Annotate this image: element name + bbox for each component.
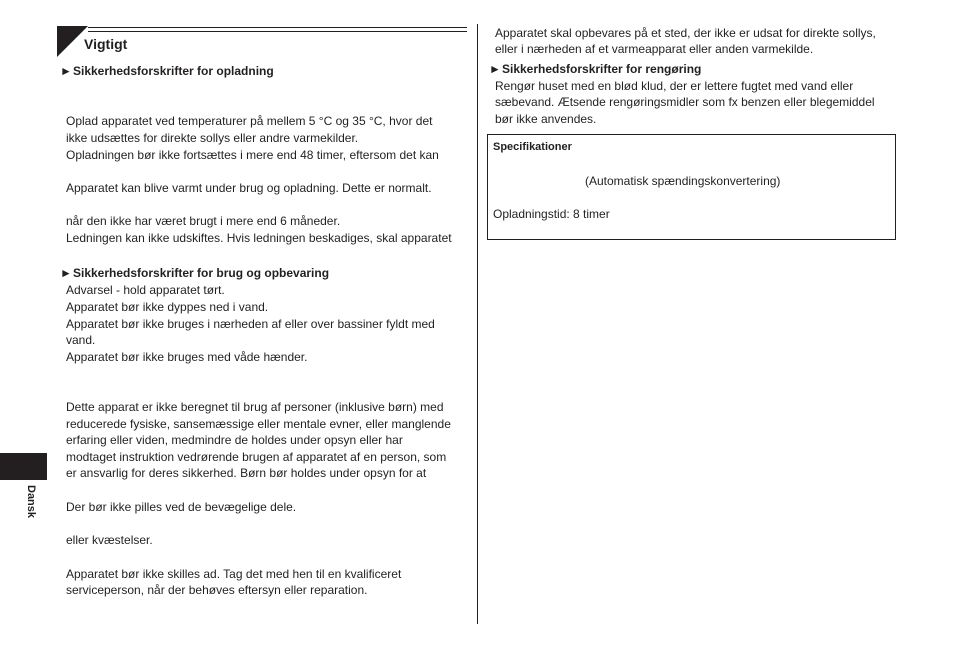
charging-line: Opladningen bør ikke fortsættes i mere end 48 timer, eftersom det kan <box>66 148 439 162</box>
cleaning-line: Rengør huset med en blød klud, der er lettere fugtet med vand eller <box>495 79 854 93</box>
charging-safety-heading <box>60 64 274 79</box>
usage-line: vand. <box>66 333 96 347</box>
storage-line: Apparatet skal opbevares på et sted, der ikke er udsat for direkte sollys, <box>495 26 876 40</box>
usage-line: Apparatet bør ikke skilles ad. Tag det med hen til en kvalificeret <box>66 567 402 581</box>
charging-line: Apparatet kan blive varmt under brug og opladning. Dette er normalt. <box>66 181 432 195</box>
usage-line: eller kvæstelser. <box>66 533 153 547</box>
charging-line: Ledningen kan ikke udskiftes. Hvis ledningen beskadiges, skal apparatet <box>66 231 452 245</box>
charging-time: Opladningstid: 8 timer <box>493 207 610 221</box>
cleaning-line: sæbevand. Ætsende rengøringsmidler som fx benzen eller blegemiddel <box>495 95 875 109</box>
usage-line: Dette apparat er ikke beregnet til brug af personer (inklusive børn) med <box>66 400 444 414</box>
usage-line: Der bør ikke pilles ved de bevægelige dele. <box>66 500 297 514</box>
column-divider <box>477 24 478 624</box>
usage-line: reducerede fysiske, sansemæssige eller mentale evner, eller manglende <box>66 417 451 431</box>
usage-safety-heading <box>60 266 329 281</box>
charging-safety-heading-text: Sikkerhedsforskrifter for opladning <box>73 64 274 78</box>
storage-line: eller i nærheden af et varmeapparat eller anden varmekilde. <box>495 42 814 56</box>
charging-line: Oplad apparatet ved temperaturer på mellem 5 °C og 35 °C, hvor det <box>66 114 433 128</box>
cleaning-line: bør ikke anvendes. <box>495 112 597 126</box>
language-tab-label: Dansk <box>25 485 37 519</box>
cleaning-safety-heading-text: Sikkerhedsforskrifter for rengøring <box>502 62 702 76</box>
arrow-right-icon: ► <box>60 64 72 78</box>
usage-line: er ansvarlig for deres sikkerhed. Børn bør holdes under opsyn for at <box>66 466 427 480</box>
usage-line: Apparatet bør ikke bruges i nærheden af eller over bassiner fyldt med <box>66 317 435 331</box>
title-rule-top <box>88 27 467 28</box>
usage-line: Apparatet bør ikke dyppes ned i vand. <box>66 300 269 314</box>
language-tab <box>0 453 47 480</box>
usage-line: erfaring eller viden, medmindre de holdes under opsyn eller har <box>66 433 403 447</box>
cleaning-safety-heading <box>489 62 701 77</box>
arrow-right-icon: ► <box>489 62 501 76</box>
usage-line: serviceperson, når der behøves eftersyn eller reparation. <box>66 583 368 597</box>
page-title: Vigtigt <box>84 36 128 52</box>
charging-line: når den ikke har været brugt i mere end 6 måneder. <box>66 214 341 228</box>
title-rule-bottom <box>88 31 467 32</box>
charging-line: ikke udsættes for direkte sollys eller andre varmekilder. <box>66 131 359 145</box>
usage-line: modtaget instruktion vedrørende brugen af apparatet af en person, som <box>66 450 447 464</box>
specifications-title: Specifikationer <box>493 141 572 153</box>
usage-line: Apparatet bør ikke bruges med våde hænder. <box>66 350 308 364</box>
usage-line: Advarsel - hold apparatet tørt. <box>66 283 225 297</box>
arrow-right-icon: ► <box>60 266 72 280</box>
usage-safety-heading-text: Sikkerhedsforskrifter for brug og opbevaring <box>73 266 330 280</box>
voltage-conversion-note: (Automatisk spændingskonvertering) <box>585 174 781 188</box>
